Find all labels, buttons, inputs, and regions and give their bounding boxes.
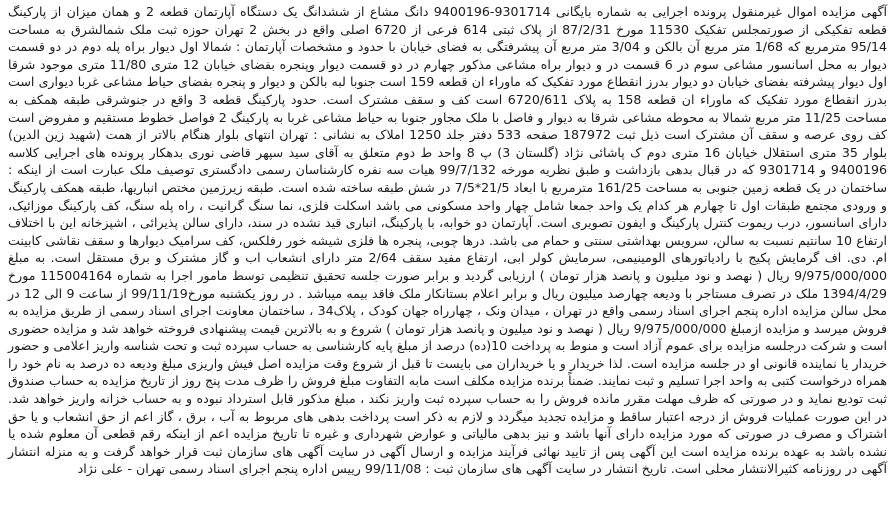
notice-text: آگهی مزایده اموال غیرمنقول پرونده اجرایی به شماره بایگانی 9301714-9400196 دانگ مشاع از ششدانگ یک دستگاه آپارتمان قطعه 2 و همان میزان از پارکینگ قطعه تفکیکی از صورتمجلس تفکیک 11530 مورخ 87/2/31 از پلاک ثبتی 614 فرعی از 6720 اصلی واقع در بخش 2 تهران حوزه ثبت ملک شمالشرق به مساحت 95/14 مترمربع که 1/68 متر مربع آن بالکن و 3/04 متر مربع آن پیشرفتگی به فضای خیابان با حدود و مشخصات آپارتمان : شمالا اول دیوار براه پله دوم در دو قسمت دیوار به محل اسانسور مشاعی سوم در 6 قسمت در و دیوار براه مشاعی مذکور چهارم در دو قسمت دیوار وپنجره بفضای خیابان 12 متری 11/80 متری موجود شرقا اول دیوار پیشرفته بفضای خیابان دو دیوار بدرز انقطاع مورد تفکیک که ماوراء ان قطعه 159 است جنوبا لبه بالکن و دیوار و پنجره بفضای حیاط مشاعی غربا دیواری است بدرز انقطاع مورد تفکیک که ماوراء ان قطعه 158 به پلاک 6720/611 است کف و سقف مشترک است. حدود پارکینگ قطعه 3 واقع در جنوشرقی طبقه همکف به مساحت 11/25 متر مربع شمالا به محوطه مشاعی شرقا به دیوار و فاصل با ملک مجاور جنوبا به حیاط مشاعی غربا به پارکینگ 2 فواصل خطوط مستقیم و مفروض است کف روی عرصه و سقف آن مشترک است ذیل ثبت 187972 صفحه 533 دفتر جلد 1250 املاک به نشانی : تهران انتهای بلوار هنگام بالاتر از همت (شهید زین الدین) بلوار 35 متری استقلال خیابان 16 متری دوم ک پاشائی نژاد (گلستان 3) پ 8 واحد ط دوم متعلق به آقای سید سپهر قاضی نوری بدهکار پرونده های اجرایی کلاسه 9400196 و 9301714 که در قبال بدهی بازداشت و طبق نظریه مورخه 99/7/132 هیات سه نفره کارشناسان رسمی دادگستری توصیف ملک عبارت است از اینکه : ساختمان در یک قطعه زمین جنوبی به مساحت 161/25 مترمربع با ابعاد 21/5*7/5 در شش طبقه ساخته شده است. طبقه زیرزمین مختص انباریها، طبقه همکف پارکینگ و ورودی مجتمع طبقات اول تا چهارم هر کدام یک واحد جمعا شامل چهار واحد مسکونی می باشد اسکلت فلزی، نما سنگ گرانیت ، راه پله سنگ، کف پارکینگ موزائیک، دارای اسانسور، درب ریموت کنترل پارکینگ و ایفون تصویری است. آپارتمان دو خوابه، با پارکینگ، انباری قید نشده در سند، دارای سالن پذیرائی ، اشپزخانه این با اختلاف ارتفاع 10 سانتیم نسبت به سالن، سرویس بهداشتی سنتی و حمام می باشد. درها چوبی، پنجره ها فلزی شیشه خور رفلکس، کف سرامیک دیوارها و سقف نقاشی کابینت ام. دی. اف گرمایش پکیج با رادیاتورهای الومینیمی، سرمایش کولر ابی، ارتفاع مفید سقف 2/64 متر دارای انشعاب اب و گاز مشترک و برق مستقل است. به مبلغ 9/975/000/000 ریال ( نهصد و نود میلیون و پانصد هزار تومان ) ارزیابی گردید و برابر صورت جلسه تحقیق تنظیمی توسط مامور اجرا به شماره 115004164 مورخ 1394/4/29 ملک در تصرف مستاجر با ودیعه چهارصد میلیون ریال و برابر اعلام بستانکار ملک فاقد بیمه میباشد . در روز یکشنبه مورخ99/11/19 از ساعت 9 الی 12 در محل سالن مزایده اداره پنجم اجرای اسناد رسمی واقع در تهران ، میدان ونک ، چهارراه جهان کودک ، پلاک34 ، ساختمان معاونت اجرای اسناد رسمی از طریق مزایده به فروش میرسد و مزایده ازمبلغ 9/975/000/000 ریال ( نهصد و نود میلیون و پانصد هزار تومان ) شروع و به بالاترین قیمت پیشنهادی فروخته خواهد شد و مزایده حضوری است و شرکت درجلسه مزایده برای عموم آزاد است و منوط به پرداخت 10(ده) درصد از مبلغ پایه کارشناسی به حساب سپرده ثبت و تحت شناسه واریز اعلامی و حضور خریدار یا نماینده قانونی او در جلسه مزایده است. لذا خریدار و یا خریداران می بایست تا قبل از شروع وقت مزایده اصل فیش واریزی مبلغ ودیعه ده درصد به نام خود را همراه درخواست کتبی به واحد اجرا تسلیم و ثبت نمایند. ضمناً برنده مزایده مکلف است مابه التفاوت مبلغ فروش را ظرف مدت پنج روز از تاریخ مزایده به حساب صندوق ثبت تودیع نماید و در صورتی که ظرف مهلت مقرر مانده فروش را به حساب سپرده ثبت واریز نکند ، مبلغ مذکور قابل استرداد نبوده و به حساب خزانه واریز خواهد شد. در این صورت عملیات فروش از درجه اعتبار ساقط و مزایده تجدید میگردد و لازم به ذکر است پرداخت بدهی های مربوط به آب ، برق ، گاز اعم از حق انشعاب و یا حق اشتراک و مصرف در صورتی که مورد مزایده دارای آنها باشد و نیز بدهی مالیاتی و عوارض شهرداری و غیره تا تاریخ مزایده اعم از اینکه رقم قطعی آن معلوم شده یا نشده باشد به عهده برنده مزایده است این آگهی پس از تایید نهائی فرآیند مزایده و ارسال آگهی در سایت آگهی های سازمان ثبت قرار خواهد گرفت و به منزله انتشار آگهی در روزنامه کثیرالانتشار محلی است. تاریخ انتشار در سایت آگهی های سازمان ثبت : 99/11/08 رییس اداره پنجم اجرای اسناد رسمی تهران - علی نژاد [7, 4, 888, 477]
